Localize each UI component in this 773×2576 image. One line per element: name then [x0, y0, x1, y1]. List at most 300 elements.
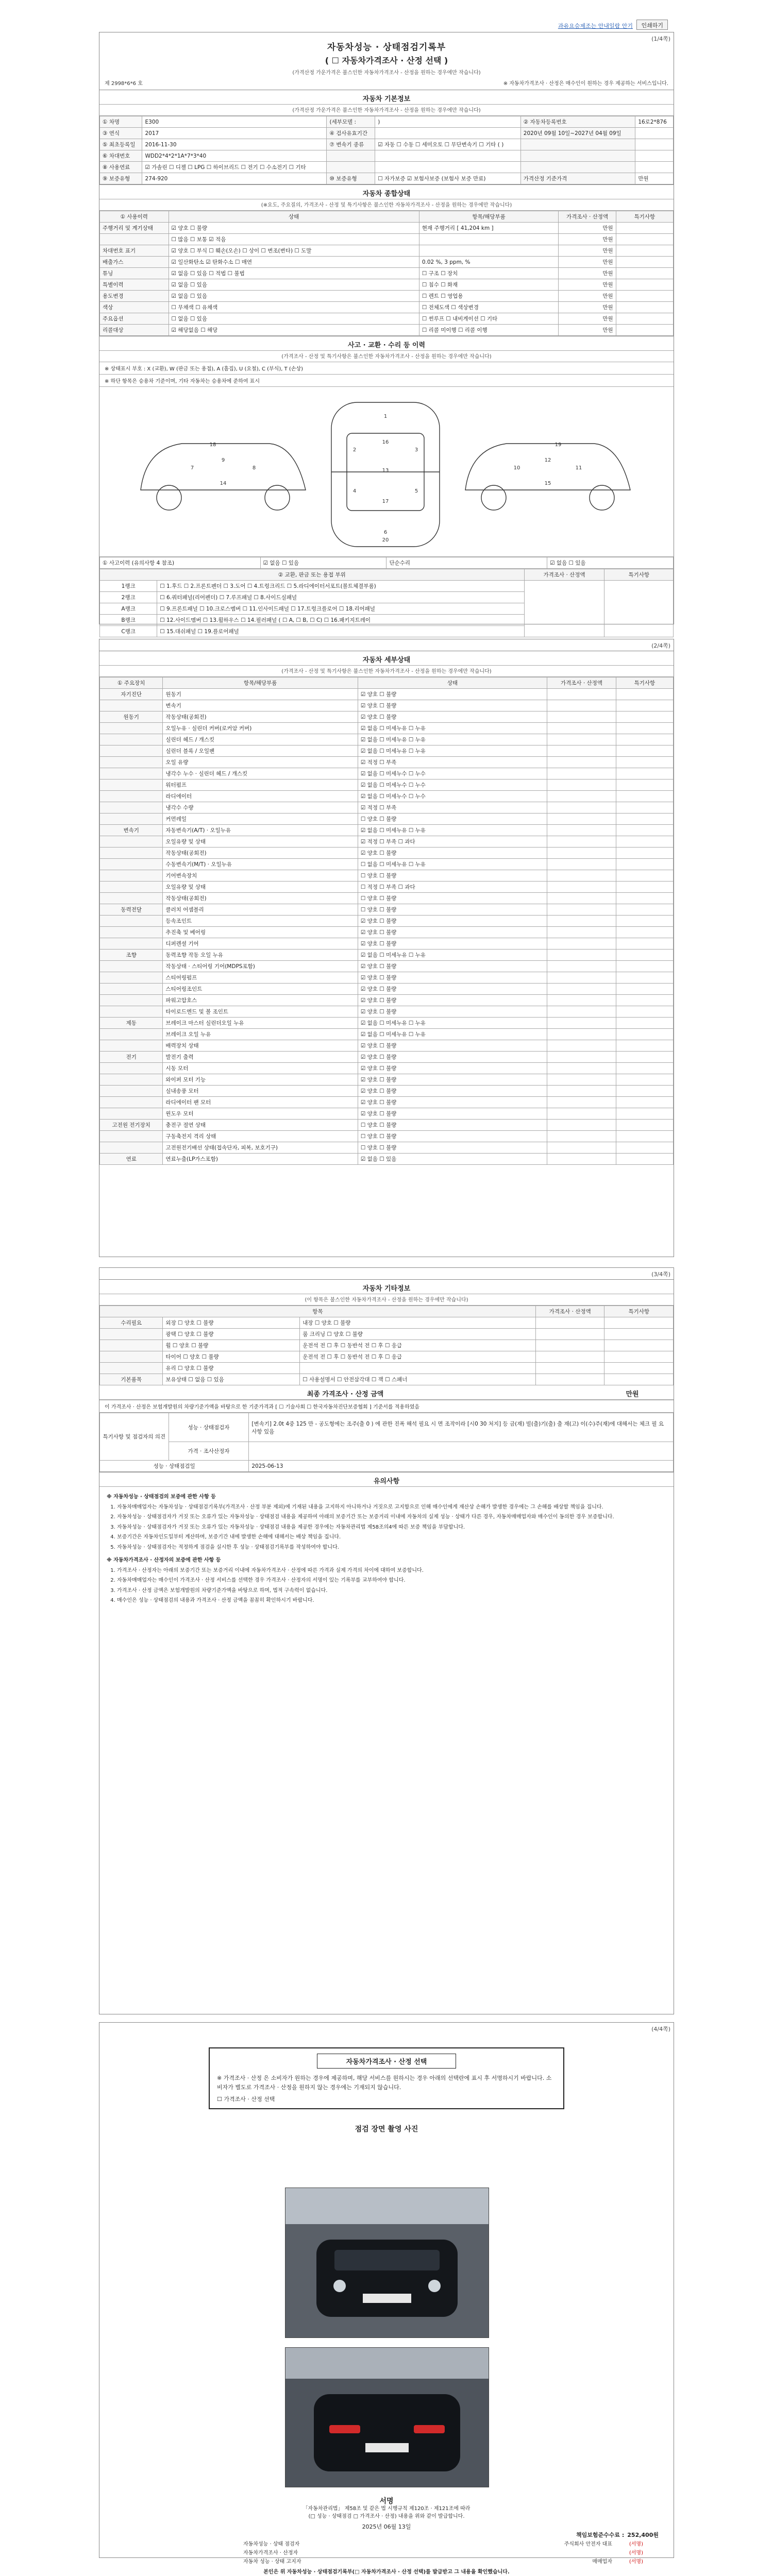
detail-header: 항목/해당부품 [163, 677, 358, 689]
notice-item: 4. 보증기간은 자동차인도일부터 계산하며, 보증기간 내에 발생한 손해에 대해서는 배상 책임을 집니다. [117, 1533, 666, 1541]
detail-category [100, 870, 163, 882]
detail-note [616, 882, 673, 893]
detail-item: 실내송풍 모터 [163, 1086, 358, 1097]
detail-status[interactable]: ☑ 없음 ☐ 미세누수 ☐ 누수 [358, 779, 547, 791]
detail-item: 연료누출(LP가스포함) [163, 1154, 358, 1165]
detail-note [616, 836, 673, 848]
other-right[interactable]: 운전석 전 ☐ 후 ☐ 동반석 전 ☐ 후 ☐ 응급 [300, 1340, 536, 1351]
basic-cell [520, 150, 635, 162]
detail-note [616, 757, 673, 768]
detail-note [616, 848, 673, 859]
detail-table [99, 677, 674, 1165]
detail-status[interactable]: ☑ 없음 ☐ 미세누수 ☐ 누수 [358, 768, 547, 779]
detail-status[interactable]: ☑ 없음 ☐ 미세누유 ☐ 누유 [358, 825, 547, 836]
final-table [99, 1413, 674, 1472]
detail-category: 원동기 [100, 711, 163, 723]
other-price [535, 1340, 604, 1351]
other-left[interactable]: 유리 ☐ 양호 ☐ 불량 [163, 1363, 300, 1374]
detail-item: 오일누유 · 실린더 커버(로커암 커버) [163, 723, 358, 734]
panel-number-label: 8 [252, 465, 256, 471]
photo-rear [285, 2347, 489, 2487]
basic-cell: ② 자동차등록번호 [520, 116, 635, 128]
detail-note [616, 768, 673, 779]
accident-flag-value[interactable]: ☑ 없음 ☐ 있음 [260, 557, 386, 569]
panel-number-label: 18 [209, 442, 216, 448]
other-row [100, 1351, 674, 1363]
other-row [100, 1329, 674, 1340]
detail-status[interactable]: ☑ 양호 ☐ 불량 [358, 1074, 547, 1086]
detail-status[interactable]: ☑ 적정 ☐ 부족 [358, 757, 547, 768]
detail-status[interactable]: ☑ 양호 ☐ 불량 [358, 1040, 547, 1052]
detail-item: 오일유량 및 상태 [163, 836, 358, 848]
detail-price [547, 1063, 616, 1074]
condition-cell[interactable] [419, 245, 559, 257]
detail-note [616, 1040, 673, 1052]
basic-cell [520, 139, 635, 150]
page-3 [99, 1267, 674, 2014]
detail-status[interactable]: ☐ 양호 ☐ 불량 [358, 1142, 547, 1154]
panel-number-label: 10 [513, 465, 520, 471]
condition-cell [616, 245, 673, 257]
detail-status[interactable]: ☑ 양호 ☐ 불량 [358, 1086, 547, 1097]
basic-cell[interactable]: 16로2*876 [635, 116, 674, 128]
basic-cell[interactable]: WDD2*4*2*1A*7*3*40 [142, 150, 327, 162]
condition-row [100, 279, 674, 291]
detail-item: 등속조인트 [163, 916, 358, 927]
detail-category [100, 814, 163, 825]
basic-cell[interactable]: 274-920 [142, 173, 327, 184]
detail-row [100, 768, 674, 779]
basic-cell [520, 162, 635, 173]
detail-price [547, 1006, 616, 1018]
basic-cell[interactable] [375, 162, 521, 173]
condition-cell[interactable]: ☑ 해당없음 ☐ 해당 [169, 325, 419, 336]
final-opinion-label: 특기사항 및 점검자의 의견 [100, 1413, 169, 1461]
detail-row [100, 1142, 674, 1154]
detail-item: 스티어링펌프 [163, 972, 358, 984]
detail-note [616, 745, 673, 757]
basic-cell: ④ 검사유효기간 [327, 128, 375, 139]
condition-cell[interactable] [419, 234, 559, 245]
notice-list-2 [107, 1567, 666, 1605]
detail-status[interactable]: ☑ 양호 ☐ 불량 [358, 700, 547, 711]
other-right[interactable]: 운전석 전 ☐ 후 ☐ 동반석 전 ☐ 후 ☐ 응급 [300, 1351, 536, 1363]
condition-cell[interactable]: ☐ 리콜 미이행 ☐ 리콜 이행 [419, 325, 559, 336]
detail-item: 충전구 절연 상태 [163, 1120, 358, 1131]
detail-category [100, 791, 163, 802]
basic-cell[interactable] [635, 128, 674, 139]
detail-row [100, 972, 674, 984]
receive-text: 본인은 위 자동차성능 · 상태점검기록부(□ 자동차가격조사 · 산정 선택)를 발급받고 그 내용을 확인했습니다. [263, 2569, 510, 2575]
notice-heading-1: ※ 자동차성능 · 상태점검의 보증에 관한 사항 등 [107, 1494, 216, 1500]
detail-row [100, 745, 674, 757]
detail-status[interactable]: ☑ 양호 ☐ 불량 [358, 984, 547, 995]
detail-status[interactable]: ☑ 양호 ☐ 불량 [358, 995, 547, 1006]
other-price [535, 1351, 604, 1363]
detail-status[interactable]: ☑ 없음 ☐ 미세누유 ☐ 누유 [358, 1018, 547, 1029]
condition-cell[interactable]: ☐ 무채색 ☐ 유채색 [169, 302, 419, 313]
notice-item: 4. 매수인은 성능 · 상태점검의 내용과 가격조사 · 산정 금액을 꼼꼼히 확인하시기 바랍니다. [117, 1597, 666, 1605]
condition-cell[interactable]: ☐ 침수 ☐ 화재 [419, 279, 559, 291]
condition-header: ① 사용이력 [100, 211, 169, 223]
condition-cell [616, 313, 673, 325]
basic-cell: 가격산정 기준가격 [520, 173, 635, 184]
detail-item: 타이로드엔드 및 볼 조인트 [163, 1006, 358, 1018]
simple-repair-value[interactable]: ☑ 없음 ☐ 있음 [547, 557, 674, 569]
final-inspector-label: 성능 · 상태점검자 [169, 1413, 249, 1442]
detail-status[interactable]: ☑ 양호 ☐ 불량 [358, 972, 547, 984]
signer-row [99, 2548, 674, 2556]
detail-status[interactable]: ☑ 양호 ☐ 불량 [358, 1063, 547, 1074]
condition-cell[interactable]: ☑ 없음 ☐ 있음 [169, 279, 419, 291]
detail-row [100, 1097, 674, 1108]
section-detail-note: (가격조사 - 산정 및 특기사항은 불스인한 자동차가격조사 - 산정을 원하는 경우에만 작습니다) [99, 666, 674, 677]
detail-status[interactable]: ☐ 양호 ☐ 불량 [358, 1131, 547, 1142]
signer-row [99, 2539, 674, 2548]
signer-sign[interactable]: (서명) [629, 2559, 643, 2565]
notice-item: 3. 자동차성능 · 상태점검자가 거짓 또는 오류가 있는 자동차성능 · 상태점검 내용을 제공한 경우에는 자동차관리법 제58조의4에 따른 보증 책임을 부담합니다. [117, 1523, 666, 1532]
page-4 [99, 2022, 674, 2558]
detail-status[interactable]: ☑ 적정 ☐ 부족 [358, 802, 547, 814]
other-left[interactable]: 외장 ☐ 양호 ☐ 불량 [163, 1317, 300, 1329]
panel-number-label: 5 [414, 488, 418, 494]
detail-note [616, 1108, 673, 1120]
rank-c-label: C랭크 [100, 626, 157, 637]
basic-cell[interactable]: ☐ 자가보증 ☑ 보험사보증 (보험사 보증 만료) [375, 173, 521, 184]
detail-status[interactable]: ☑ 양호 ☐ 불량 [358, 927, 547, 938]
other-note [604, 1351, 674, 1363]
detail-price [547, 848, 616, 859]
detail-item: 시동 모터 [163, 1063, 358, 1074]
panel-number-label: 12 [544, 457, 551, 463]
section-final-title: 최종 가격조사 · 산정 금액 [99, 1385, 591, 1400]
condition-cell: 주행거리 및 계기상태 [100, 223, 169, 234]
print-button[interactable]: 인쇄하기 [636, 20, 668, 30]
other-right[interactable] [300, 1363, 536, 1374]
detail-price [547, 927, 616, 938]
detail-status[interactable]: ☑ 양호 ☐ 불량 [358, 961, 547, 972]
other-left[interactable]: 타이어 ☐ 양호 ☐ 불량 [163, 1351, 300, 1363]
parts-note-header: 특기사항 [604, 569, 674, 581]
notice-item: 1. 가격조사 · 산정자는 아래의 보증기간 또는 보증거리 이내에 자동차가격조사 · 산정에 따른 가격과 실제 가격의 차이에 대하여 보증합니다. [117, 1567, 666, 1575]
detail-price [547, 1074, 616, 1086]
condition-cell[interactable]: ☐ 전체도색 ☐ 색상변경 [419, 302, 559, 313]
condition-cell [616, 325, 673, 336]
detail-price [547, 984, 616, 995]
condition-cell[interactable]: ☑ 없음 ☐ 있음 ☐ 적법 ☐ 불법 [169, 268, 419, 279]
panel-number-label: 6 [383, 530, 388, 535]
sign-amount-label: 책임보험준수수료 : [576, 2532, 625, 2538]
detail-price [547, 836, 616, 848]
parts-header: ② 교환, 판금 또는 용접 부위 [100, 569, 525, 581]
detail-price [547, 1097, 616, 1108]
detail-note [616, 1074, 673, 1086]
detail-note [616, 802, 673, 814]
signer-sign[interactable]: (서명) [629, 2541, 643, 2547]
detail-row [100, 859, 674, 870]
wheel-right-rear [590, 485, 614, 510]
condition-cell[interactable]: ☐ 렌트 ☐ 영업용 [419, 291, 559, 302]
detail-status[interactable]: ☑ 양호 ☐ 불량 [358, 1006, 547, 1018]
detail-category [100, 1006, 163, 1018]
notice-item: 2. 자동차성능 · 상태점검자가 거짓 또는 오류가 있는 자동차성능 · 상태점검 내용을 제공하여 아래의 보증기간 또는 보증거리 이내에 자동차의 실제 성능 · 상태가 다른 경우, 자동차매매업자와 매수인이 동의한 경우 보증합니다. [117, 1513, 666, 1521]
detail-price [547, 1040, 616, 1052]
detail-category [100, 848, 163, 859]
detail-status[interactable]: ☑ 양호 ☐ 불량 [358, 1108, 547, 1120]
detail-row [100, 961, 674, 972]
sign-date: 2025년 06월 13일 [362, 2523, 411, 2530]
basic-cell[interactable] [635, 150, 674, 162]
detail-item: 오일 유량 [163, 757, 358, 768]
other-note-header: 특기사항 [604, 1306, 674, 1317]
detail-row [100, 1040, 674, 1052]
car-front-photo-svg [285, 2188, 489, 2337]
detail-status[interactable]: ☑ 없음 ☐ 미세누유 ☐ 누유 [358, 950, 547, 961]
rank-b-items[interactable]: ☐ 12.사이드멤버 ☐ 13.휠하우스 ☐ 14.필러패널 ( ☐ A, ☐ B, ☐ C) ☐ 16.패키지트레이 [157, 615, 524, 626]
detail-category [100, 961, 163, 972]
condition-cell[interactable]: ☑ 일산화탄소 ☑ 탄화수소 ☐ 매연 [169, 257, 419, 268]
detail-item: 스티어링조인트 [163, 984, 358, 995]
basic-cell[interactable]: E300 [142, 116, 327, 128]
detail-status[interactable]: ☐ 양호 ☐ 불량 [358, 870, 547, 882]
document-number: 제 2998*6*6 호 [105, 81, 143, 87]
basic-cell[interactable] [635, 139, 674, 150]
notice-item: 2. 자동차매매업자는 매수인이 가격조사 · 산정 서비스를 선택한 경우 가격조사 · 산정자의 서명이 있는 기록부를 교부하여야 합니다. [117, 1577, 666, 1585]
detail-price [547, 700, 616, 711]
other-right[interactable]: 룸 크리닝 ☐ 양호 ☐ 불량 [300, 1329, 536, 1340]
detail-row [100, 779, 674, 791]
final-appraiser-label: 가격 · 조사산정자 [169, 1442, 249, 1461]
detail-status[interactable]: ☑ 없음 ☐ 있음 [358, 1154, 547, 1165]
accident-flag-label: ① 사고이력 (유의사항 4 참조) [100, 557, 261, 569]
rank-b-label: B랭크 [100, 615, 157, 626]
wheel-left-front [157, 485, 181, 510]
consent-check[interactable]: ☐ 가격조사 · 산정 선택 [217, 2096, 275, 2103]
condition-cell[interactable]: ☐ 구조 ☐ 장치 [419, 268, 559, 279]
other-category [100, 1329, 163, 1340]
detail-category [100, 768, 163, 779]
condition-row [100, 223, 674, 234]
other-category: 기본품목 [100, 1374, 163, 1385]
condition-cell [100, 234, 169, 245]
detail-note [616, 916, 673, 927]
basic-cell[interactable]: 2017 [142, 128, 327, 139]
detail-price [547, 757, 616, 768]
detail-header: ① 주요장치 [100, 677, 163, 689]
detail-category [100, 916, 163, 927]
detail-status[interactable]: ☑ 양호 ☐ 불량 [358, 1052, 547, 1063]
other-left[interactable]: 휠 ☐ 양호 ☐ 불량 [163, 1340, 300, 1351]
detail-price [547, 825, 616, 836]
detail-category: 조향 [100, 950, 163, 961]
detail-row [100, 1063, 674, 1074]
detail-item: 클러치 어셈블리 [163, 904, 358, 916]
detail-price [547, 1052, 616, 1063]
detail-row [100, 916, 674, 927]
other-item-header: 항목 [100, 1306, 536, 1317]
panel-number-label: 16 [382, 439, 389, 445]
basic-cell[interactable]: ) [375, 116, 521, 128]
detail-category [100, 893, 163, 904]
detail-status[interactable]: ☑ 없음 ☐ 미세누유 ☐ 누유 [358, 723, 547, 734]
panel-number-label: 9 [221, 457, 225, 463]
basic-cell[interactable] [375, 128, 521, 139]
detail-price [547, 802, 616, 814]
detail-category [100, 700, 163, 711]
detail-row [100, 927, 674, 938]
detail-status[interactable]: ☐ 양호 ☐ 불량 [358, 904, 547, 916]
condition-cell: 만원 [559, 268, 616, 279]
detail-price [547, 791, 616, 802]
detail-row [100, 848, 674, 859]
condition-cell[interactable]: ☐ 썬루프 ☐ 내비게이션 ☐ 기타 [419, 313, 559, 325]
detail-status[interactable]: ☑ 양호 ☐ 불량 [358, 938, 547, 950]
basic-cell[interactable]: ☑ 가솔린 ☐ 디젤 ☐ LPG ☐ 하이브리드 ☐ 전기 ☐ 수소전기 ☐ 기타 [142, 162, 327, 173]
signer-role: 자동차 성능 · 상태 고지자 [243, 2559, 301, 2565]
detail-note [616, 859, 673, 870]
detail-status[interactable]: ☑ 양호 ☐ 불량 [358, 916, 547, 927]
detail-note [616, 1120, 673, 1131]
detail-status[interactable]: ☑ 없음 ☐ 미세누유 ☐ 누유 [358, 745, 547, 757]
detail-note [616, 927, 673, 938]
detail-status[interactable]: ☑ 양호 ☐ 불량 [358, 689, 547, 700]
section-accident-title: 사고 · 교환 · 수리 등 이력 [99, 336, 674, 351]
detail-item: 변속기 [163, 700, 358, 711]
detail-status[interactable]: ☑ 양호 ☐ 불량 [358, 848, 547, 859]
condition-cell: 만원 [559, 313, 616, 325]
basic-cell[interactable] [375, 150, 521, 162]
detail-row [100, 734, 674, 745]
other-note [604, 1317, 674, 1329]
condition-cell[interactable]: 현재 주행거리 [ 41,204 km ] [419, 223, 559, 234]
basic-cell: 2020년 09월 10일~2027년 04월 09일 [520, 128, 635, 139]
condition-cell [616, 291, 673, 302]
other-left[interactable]: 보유상태 ☐ 없음 ☐ 있음 [163, 1374, 300, 1385]
detail-status[interactable]: ☐ 적정 ☐ 부족 ☐ 과다 [358, 882, 547, 893]
detail-price [547, 734, 616, 745]
other-left[interactable]: 광택 ☐ 양호 ☐ 불량 [163, 1329, 300, 1340]
basic-cell[interactable]: 2016-11-30 [142, 139, 327, 150]
other-note [604, 1363, 674, 1374]
detail-category [100, 1142, 163, 1154]
other-right[interactable]: 내장 ☐ 양호 ☐ 불량 [300, 1317, 536, 1329]
detail-row [100, 870, 674, 882]
detail-category [100, 972, 163, 984]
accident-flags-table [99, 557, 674, 569]
detail-note [616, 1154, 673, 1165]
photo-front [285, 2188, 489, 2338]
detail-status[interactable]: ☑ 양호 ☐ 불량 [358, 711, 547, 723]
guide-link[interactable]: 과유요승제조는 안내일람 안기 [558, 23, 633, 29]
detail-price [547, 689, 616, 700]
detail-price [547, 814, 616, 825]
detail-status[interactable]: ☐ 없음 ☐ 미세누유 ☐ 누유 [358, 859, 547, 870]
detail-price [547, 1131, 616, 1142]
condition-cell[interactable]: ☐ 없음 ☐ 있음 [169, 313, 419, 325]
section-other-note: (이 항목은 불스인한 자동차가격조사 - 산정을 원하는 경우에만 작습니다) [99, 1294, 674, 1306]
detail-status[interactable]: ☑ 없음 ☐ 미세누유 ☐ 누유 [358, 734, 547, 745]
basic-cell: ③ 연식 [100, 128, 142, 139]
condition-cell[interactable]: 0.02 %, 3 ppm, % [419, 257, 559, 268]
detail-status[interactable]: ☐ 양호 ☐ 불량 [358, 814, 547, 825]
detail-status[interactable]: ☐ 양호 ☐ 불량 [358, 893, 547, 904]
condition-row [100, 268, 674, 279]
detail-price [547, 995, 616, 1006]
detail-row [100, 1131, 674, 1142]
rank-c-items[interactable]: ☐ 15.대쉬패널 ☐ 19.플로어패널 [157, 626, 524, 637]
detail-status[interactable]: ☑ 없음 ☐ 미세누유 ☐ 누유 [358, 1029, 547, 1040]
condition-cell[interactable]: ☑ 없음 ☐ 있음 [169, 291, 419, 302]
detail-category [100, 836, 163, 848]
condition-cell[interactable]: ☑ 양호 ☐ 불량 [169, 223, 419, 234]
basic-cell: (세부모델 : [327, 116, 375, 128]
section-final-unit: 만원 [591, 1385, 674, 1400]
detail-category [100, 984, 163, 995]
rank-a-items[interactable]: ☐ 9.프론트패널 ☐ 10.크로스멤버 ☐ 11.인사이드패널 ☐ 17.트렁크플로어 ☐ 18.리어패널 [157, 603, 524, 615]
basic-cell[interactable] [635, 162, 674, 173]
detail-row [100, 1029, 674, 1040]
detail-row [100, 791, 674, 802]
wheel-left-rear [265, 485, 290, 510]
final-note: 이 가격조사 · 산정은 보험개발원의 차량기준가액을 바탕으로 한 기준가격과 [ ☐ 기술사회 ☐ 한국자동차진단보증협회 ] 기준서를 적용하였음 [99, 1400, 674, 1413]
detail-status[interactable]: ☐ 양호 ☐ 불량 [358, 1120, 547, 1131]
condition-cell[interactable]: ☐ 많음 ☐ 보통 ☑ 적음 [169, 234, 419, 245]
panel-number-label: 1 [383, 414, 388, 419]
detail-status[interactable]: ☑ 없음 ☐ 미세누수 ☐ 누수 [358, 791, 547, 802]
detail-row [100, 1120, 674, 1131]
basic-info-table [99, 116, 674, 184]
detail-note [616, 1029, 673, 1040]
sign-line-2: (□ 성능 · 상태점검 □ 가격조사 · 산정) 내용을 위와 같이 발급합니다. [308, 2514, 465, 2519]
condition-cell: 만원 [559, 302, 616, 313]
condition-cell [616, 279, 673, 291]
rank-2-items[interactable]: ☐ 6.쿼터패널(리어펜더) ☐ 7.루프패널 ☐ 8.사이드실패널 [157, 592, 524, 603]
detail-category: 연료 [100, 1154, 163, 1165]
basic-cell[interactable]: 만원 [635, 173, 674, 184]
basic-cell[interactable]: ☑ 자동 ☐ 수동 ☐ 세미오토 ☐ 무단변속기 ☐ 기타 ( ) [375, 139, 521, 150]
detail-item: 기어변속장치 [163, 870, 358, 882]
detail-price [547, 950, 616, 961]
condition-cell: 색상 [100, 302, 169, 313]
document-number-note: ※ 자동차가격조사 · 산정은 매수인이 원하는 경우 제공하는 서비스입니다. [503, 81, 668, 87]
detail-status[interactable]: ☑ 적정 ☐ 부족 ☐ 과다 [358, 836, 547, 848]
detail-item: 실린더 블록 / 오일팬 [163, 745, 358, 757]
other-note [604, 1340, 674, 1351]
condition-cell: 리콜대상 [100, 325, 169, 336]
signer-sign[interactable]: (서명) [629, 2550, 643, 2556]
inspection-date: 2025-06-13 [249, 1461, 674, 1472]
section-condition-title: 자동차 종합상태 [99, 184, 674, 199]
detail-row [100, 995, 674, 1006]
rank-1-items[interactable]: ☐ 1.후드 ☐ 2.프론트펜더 ☐ 3.도어 ☐ 4.트렁크리드 ☐ 5.라디에이터서포트(볼트체결부품) [157, 581, 524, 592]
detail-row [100, 711, 674, 723]
section-basic-note: (가격산정 가운가격은 불스인한 자동차가격조사 - 산정을 원하는 경우에만 작습니다) [99, 105, 674, 116]
detail-note [616, 723, 673, 734]
detail-note [616, 825, 673, 836]
detail-header: 상태 [358, 677, 547, 689]
panel-number-label: 19 [554, 442, 562, 448]
page-number: (4/4쪽) [651, 2026, 670, 2032]
detail-note [616, 814, 673, 825]
condition-cell[interactable]: ☑ 양호 ☐ 부식 ☐ 훼손(오손) ☐ 상이 ☐ 변조(변타) ☐ 도말 [169, 245, 419, 257]
detail-price [547, 1120, 616, 1131]
notice-body [99, 1487, 674, 1611]
basic-cell: ① 차명 [100, 116, 142, 128]
accident-parts-table [99, 569, 674, 637]
condition-row [100, 245, 674, 257]
detail-status[interactable]: ☑ 양호 ☐ 불량 [358, 1097, 547, 1108]
other-right[interactable]: ☐ 사용설명서 ☐ 안전삼각대 ☐ 잭 ☐ 스패너 [300, 1374, 536, 1385]
